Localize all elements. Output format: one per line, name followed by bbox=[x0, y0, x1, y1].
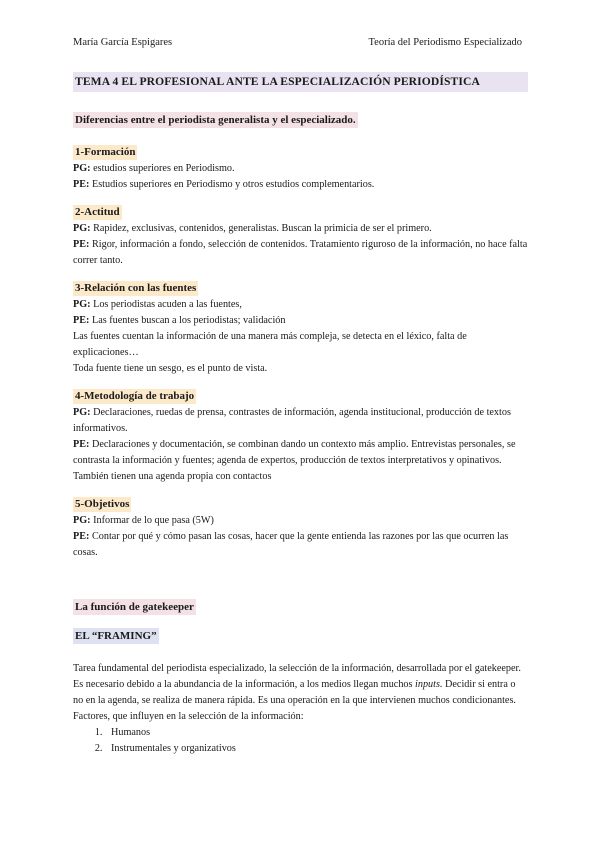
pe-label: PE: bbox=[73, 239, 90, 250]
pg-text: Rapidez, exclusivas, contenidos, generalistas. Buscan la primicia de ser el primero. bbox=[90, 223, 432, 234]
extra-line: Las fuentes cuentan la información de una manera más compleja, se detecta en el léxico, falta de explicaciones… bbox=[73, 331, 467, 358]
section-heading: 5-Objetivos bbox=[75, 498, 130, 510]
factors-intro: Factores, que influyen en la selección de la información: bbox=[73, 711, 304, 722]
pg-line bbox=[73, 405, 528, 437]
gatekeeper-heading: La función de gatekeeper bbox=[75, 601, 194, 613]
section-heading: 4-Metodología de trabajo bbox=[75, 390, 195, 402]
section-relacion-fuentes bbox=[73, 281, 528, 377]
factors-list bbox=[73, 725, 528, 757]
pe-text: Rigor, información a fondo, selección de contenidos. Tratamiento riguroso de la información, no hace falta correr tanto. bbox=[73, 239, 528, 266]
pe-line bbox=[73, 437, 528, 485]
section-formacion bbox=[73, 145, 528, 193]
pg-label: PG: bbox=[73, 299, 91, 310]
pg-text: estudios superiores en Periodismo. bbox=[90, 163, 235, 174]
pg-label: PG: bbox=[73, 407, 91, 418]
page-title: TEMA 4 EL PROFESIONAL ANTE LA ESPECIALIZACIÓN PERIODÍSTICA bbox=[73, 72, 528, 92]
section-heading: 3-Relación con las fuentes bbox=[75, 282, 197, 294]
framing-paragraph bbox=[73, 661, 528, 709]
pg-label: PG: bbox=[73, 223, 91, 234]
framing-section bbox=[73, 628, 528, 645]
pg-label: PG: bbox=[73, 515, 91, 526]
pe-line bbox=[73, 529, 528, 561]
pg-text: Declaraciones, ruedas de prensa, contrastes de información, agenda institucional, producción de textos informativos. bbox=[73, 407, 511, 434]
pg-line bbox=[73, 513, 528, 529]
section-actitud bbox=[73, 205, 528, 269]
pg-text: Informar de lo que pasa (5W) bbox=[90, 515, 214, 526]
pg-line bbox=[73, 221, 528, 237]
list-item: 1. Humanos bbox=[105, 725, 528, 741]
framing-text-part: Tarea fundamental del periodista especializado, la selección de la información, desarrollada por el gatekeeper. Es necesario debido a la abundancia de la información, a los medios llegan muchos bbox=[73, 663, 521, 690]
pe-text: Las fuentes buscan a los periodistas; validación bbox=[89, 315, 286, 326]
gatekeeper-section bbox=[73, 599, 528, 616]
header-course: Teoría del Periodismo Especializado bbox=[368, 37, 522, 48]
framing-text-rest: Decidir si entra o no en la agenda, se realiza de manera rápida. Es una operación en la que intervienen muchos condicionantes. bbox=[73, 679, 516, 706]
extra-line: Toda fuente tiene un sesgo, es el punto de vista. bbox=[73, 363, 268, 374]
pe-label: PE: bbox=[73, 531, 90, 542]
pg-text: Los periodistas acuden a las fuentes, bbox=[90, 299, 242, 310]
pe-label: PE: bbox=[73, 315, 90, 326]
section-heading: 2-Actitud bbox=[75, 206, 120, 218]
pg-line bbox=[73, 297, 528, 313]
pe-label: PE: bbox=[73, 179, 90, 190]
section-metodologia bbox=[73, 389, 528, 485]
inputs-italic: inputs. bbox=[415, 679, 443, 690]
section-subtitle: Diferencias entre el periodista generalista y el especializado. bbox=[75, 114, 356, 126]
list-item: 2. Instrumentales y organizativos bbox=[105, 741, 528, 757]
pe-line bbox=[73, 177, 528, 193]
document-body bbox=[73, 70, 528, 757]
pe-text: Contar por qué y cómo pasan las cosas, hacer que la gente entienda las razones por las que ocurren las cosas. bbox=[73, 531, 509, 558]
section-objetivos bbox=[73, 497, 528, 561]
pg-line bbox=[73, 161, 528, 177]
framing-body bbox=[73, 661, 528, 757]
pg-label: PG: bbox=[73, 163, 91, 174]
framing-heading: EL “FRAMING” bbox=[75, 630, 157, 642]
section-heading: 1-Formación bbox=[75, 146, 136, 158]
pe-text: Declaraciones y documentación, se combinan dando un contexto más amplio. Entrevistas personales, se contrasta la información y fuentes; agenda de expertos, producción de textos interpretativos y opinativos. También tienen una agenda propia con contactos bbox=[73, 439, 516, 482]
header-author: María García Espigares bbox=[73, 37, 173, 48]
pe-label: PE: bbox=[73, 439, 90, 450]
pe-line bbox=[73, 237, 528, 269]
pe-text: Estudios superiores en Periodismo y otros estudios complementarios. bbox=[89, 179, 375, 190]
pe-line bbox=[73, 313, 528, 329]
